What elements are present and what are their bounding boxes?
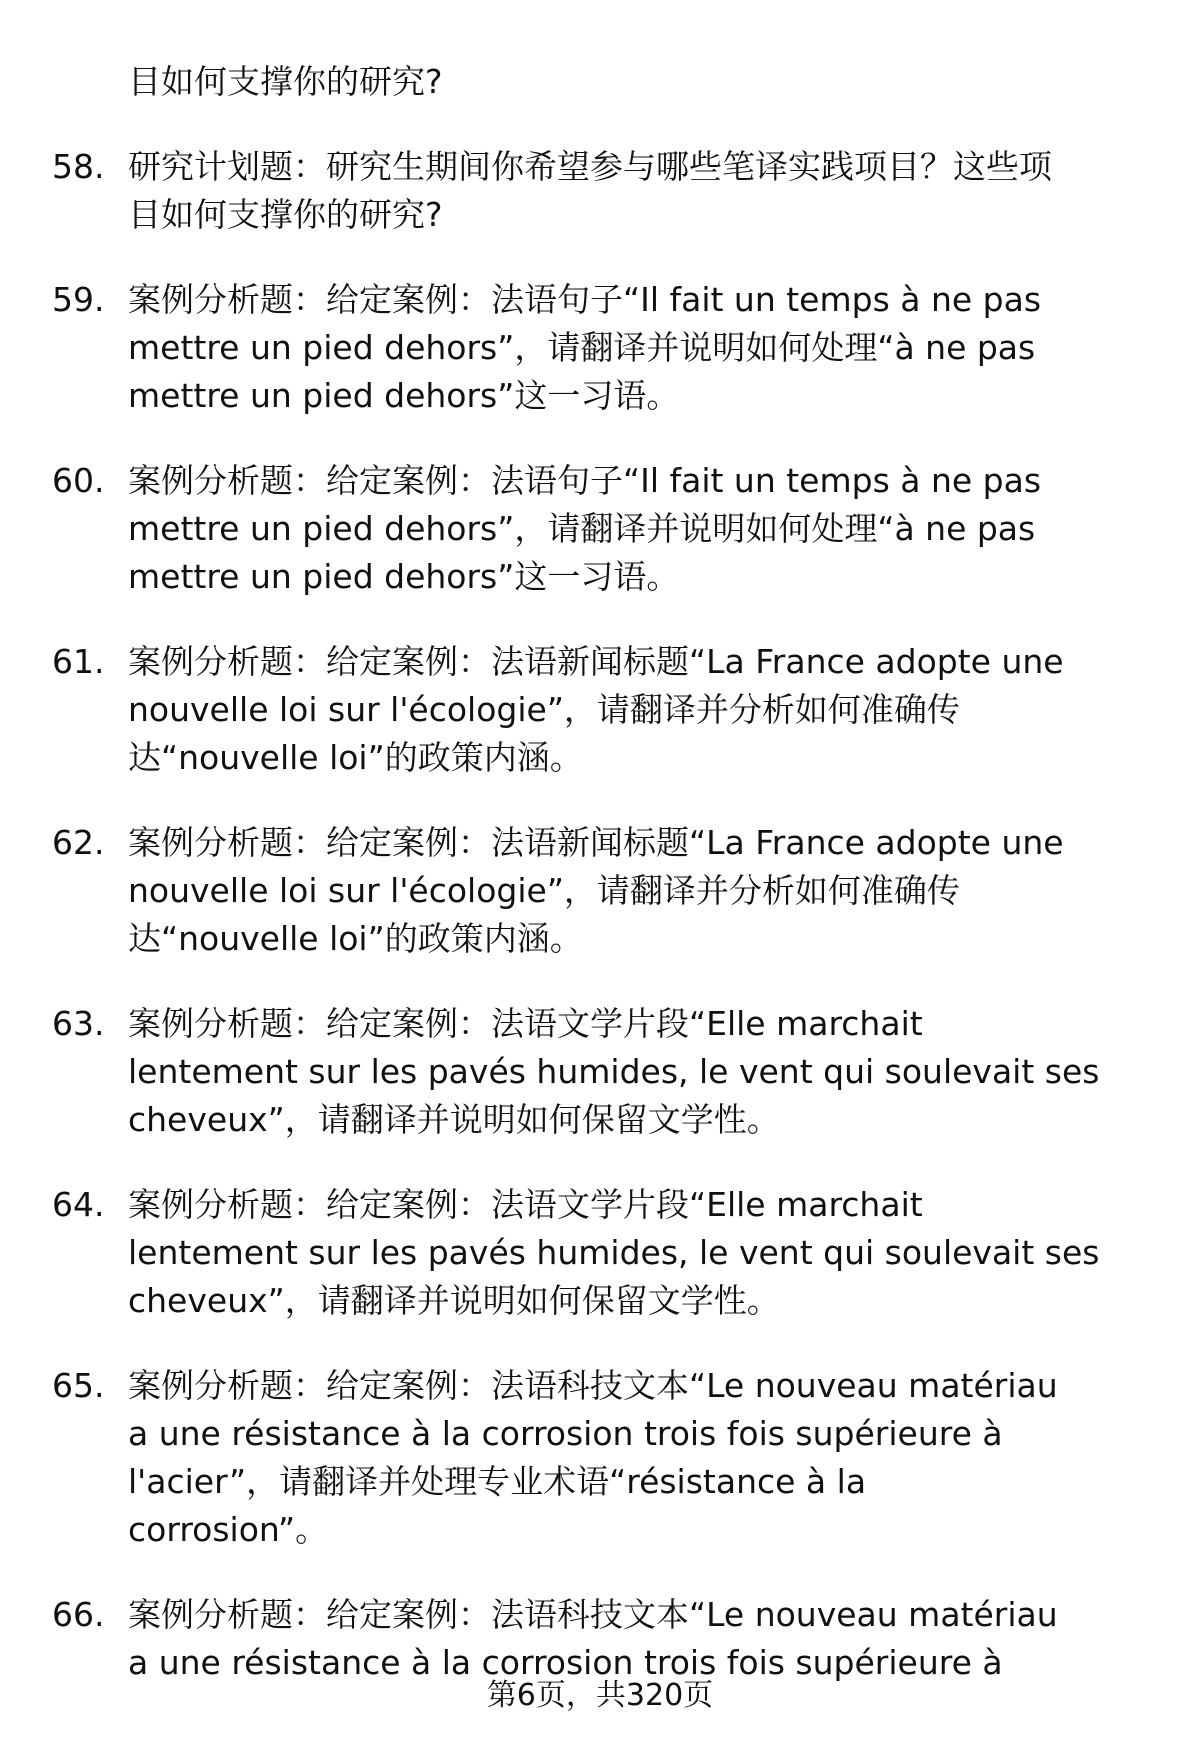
text-line: 案例分析题：给定案例：法语文学片段“Elle marchait (128, 1004, 923, 1043)
document-body (0, 58, 1200, 1724)
text-line: 案例分析题：给定案例：法语句子“Il fait un temps à ne pas (128, 280, 1042, 319)
question-item (0, 276, 1200, 420)
question-item (0, 457, 1200, 601)
question-item (0, 638, 1200, 782)
question-number: 66. (52, 1595, 105, 1634)
question-item (0, 1181, 1200, 1325)
question-number: 60. (52, 461, 105, 500)
text-line: 达“nouvelle loi”的政策内涵。 (128, 738, 583, 777)
text-line: nouvelle loi sur l'écologie”，请翻译并分析如何准确传 (128, 871, 960, 910)
question-number: 59. (52, 280, 105, 319)
text-line: mettre un pied dehors”这一习语。 (128, 557, 680, 596)
question-number: 58. (52, 147, 105, 186)
question-number: 63. (52, 1004, 105, 1043)
text-line: a une résistance à la corrosion trois fois supérieure à (128, 1643, 1003, 1682)
text-line: 案例分析题：给定案例：法语新闻标题“La France adopte une (128, 823, 1064, 862)
question-item (0, 1591, 1200, 1687)
text-line: 研究计划题：研究生期间你希望参与哪些笔译实践项目？这些项 (128, 147, 1052, 186)
text-line: l'acier”，请翻译并处理专业术语“résistance à la (128, 1462, 867, 1501)
text-line: mettre un pied dehors”这一习语。 (128, 376, 680, 415)
text-line: lentement sur les pavés humides, le vent qui soulevait ses (128, 1052, 1100, 1091)
text-line: nouvelle loi sur l'écologie”，请翻译并分析如何准确传 (128, 690, 960, 729)
continuation-text (0, 58, 1200, 106)
text-line: mettre un pied dehors”，请翻译并说明如何处理“à ne pas (128, 328, 1036, 367)
text-line: 案例分析题：给定案例：法语新闻标题“La France adopte une (128, 642, 1064, 681)
text-line: 案例分析题：给定案例：法语句子“Il fait un temps à ne pas (128, 461, 1042, 500)
question-item (0, 819, 1200, 963)
text-line: 目如何支撑你的研究? (128, 195, 443, 234)
text-line: 目如何支撑你的研究? (128, 62, 443, 101)
text-line: mettre un pied dehors”，请翻译并说明如何处理“à ne pas (128, 509, 1036, 548)
question-item (0, 1000, 1200, 1144)
question-item (0, 143, 1200, 239)
question-number: 65. (52, 1366, 105, 1405)
question-number: 62. (52, 823, 105, 862)
text-line: corrosion”。 (128, 1510, 329, 1549)
text-line: cheveux”，请翻译并说明如何保留文学性。 (128, 1100, 780, 1139)
question-number: 61. (52, 642, 105, 681)
text-line: a une résistance à la corrosion trois fois supérieure à (128, 1414, 1003, 1453)
text-line: 案例分析题：给定案例：法语科技文本“Le nouveau matériau (128, 1595, 1058, 1634)
text-line: 案例分析题：给定案例：法语文学片段“Elle marchait (128, 1185, 923, 1224)
text-line: lentement sur les pavés humides, le vent qui soulevait ses (128, 1233, 1100, 1272)
text-line: 达“nouvelle loi”的政策内涵。 (128, 919, 583, 958)
text-line: 案例分析题：给定案例：法语科技文本“Le nouveau matériau (128, 1366, 1058, 1405)
text-line: cheveux”，请翻译并说明如何保留文学性。 (128, 1281, 780, 1320)
page-footer: 第6页，共320页 (486, 1678, 714, 1713)
question-number: 64. (52, 1185, 105, 1224)
question-item (0, 1362, 1200, 1554)
